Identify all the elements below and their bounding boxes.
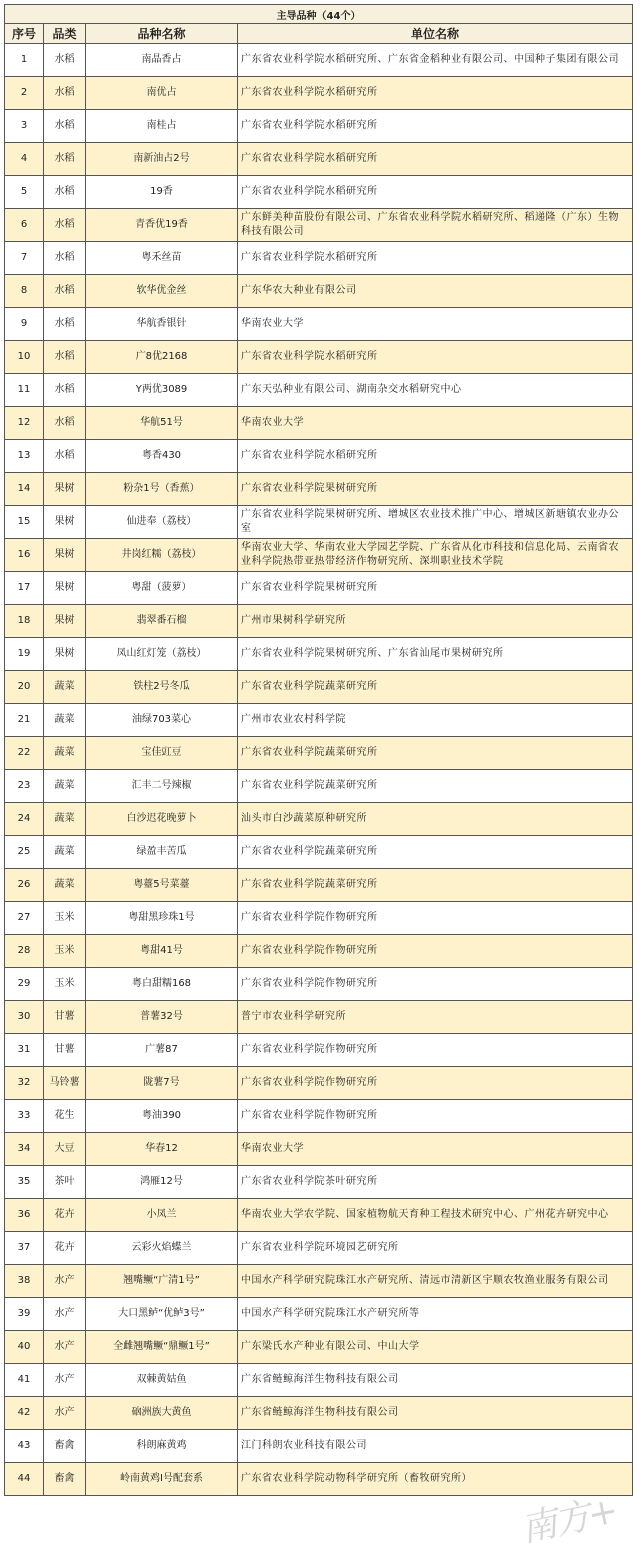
cell-variety: 南晶香占 (86, 44, 238, 77)
cell-category: 甘薯 (44, 1034, 86, 1067)
cell-index: 15 (5, 506, 44, 539)
table-row (5, 473, 633, 506)
cell-index: 31 (5, 1034, 44, 1067)
cell-category: 蔬菜 (44, 704, 86, 737)
cell-organization: 广东省鲢鲸海洋生物科技有限公司 (238, 1364, 633, 1397)
table-row (5, 770, 633, 803)
table-row (5, 968, 633, 1001)
cell-category: 水产 (44, 1331, 86, 1364)
cell-index: 18 (5, 605, 44, 638)
cell-category: 甘薯 (44, 1001, 86, 1034)
cell-index: 9 (5, 308, 44, 341)
cell-variety: 19香 (86, 176, 238, 209)
header-variety: 品种名称 (86, 24, 238, 44)
cell-organization: 江门科朗农业科技有限公司 (238, 1430, 633, 1463)
cell-index: 24 (5, 803, 44, 836)
cell-organization: 华南农业大学农学院、国家植物航天育种工程技术研究中心、广州花卉研究中心 (238, 1199, 633, 1232)
cell-index: 27 (5, 902, 44, 935)
cell-variety: 硇洲族大黄鱼 (86, 1397, 238, 1430)
table-row (5, 935, 633, 968)
table-body (5, 44, 633, 1496)
cell-index: 22 (5, 737, 44, 770)
cell-organization: 广东华农大种业有限公司 (238, 275, 633, 308)
cell-category: 花卉 (44, 1232, 86, 1265)
cell-organization: 广东天弘种业有限公司、湖南杂交水稻研究中心 (238, 374, 633, 407)
table-row (5, 869, 633, 902)
cell-category: 畜禽 (44, 1430, 86, 1463)
cell-organization: 广州市农业农村科学院 (238, 704, 633, 737)
cell-category: 花卉 (44, 1199, 86, 1232)
cell-variety: 粉杂1号（香蕉） (86, 473, 238, 506)
cell-variety: 翡翠番石榴 (86, 605, 238, 638)
cell-organization: 普宁市农业科学研究所 (238, 1001, 633, 1034)
table-row (5, 110, 633, 143)
cell-organization: 广东省农业科学院作物研究所 (238, 968, 633, 1001)
cell-variety: 广8优2168 (86, 341, 238, 374)
table-row (5, 1166, 633, 1199)
cell-organization: 广东省农业科学院作物研究所 (238, 1100, 633, 1133)
cell-organization: 广东省农业科学院水稻研究所 (238, 242, 633, 275)
table-row (5, 803, 633, 836)
cell-variety: 粤甜黑珍珠1号 (86, 902, 238, 935)
cell-variety: 双棘黄姑鱼 (86, 1364, 238, 1397)
cell-organization: 华南农业大学 (238, 1133, 633, 1166)
cell-category: 玉米 (44, 902, 86, 935)
cell-variety: 南新油占2号 (86, 143, 238, 176)
cell-variety: 普薯32号 (86, 1001, 238, 1034)
table-row (5, 572, 633, 605)
cell-index: 30 (5, 1001, 44, 1034)
cell-organization: 广东省农业科学院水稻研究所 (238, 110, 633, 143)
table-row (5, 44, 633, 77)
cell-category: 水产 (44, 1397, 86, 1430)
table-row (5, 1001, 633, 1034)
cell-index: 13 (5, 440, 44, 473)
cell-variety: 鸿雁12号 (86, 1166, 238, 1199)
cell-index: 21 (5, 704, 44, 737)
cell-variety: 南优占 (86, 77, 238, 110)
cell-variety: 汇丰二号辣椒 (86, 770, 238, 803)
cell-index: 3 (5, 110, 44, 143)
cell-variety: 华春12 (86, 1133, 238, 1166)
cell-index: 2 (5, 77, 44, 110)
cell-category: 蔬菜 (44, 869, 86, 902)
table-row (5, 506, 633, 539)
cell-category: 水稻 (44, 44, 86, 77)
cell-category: 玉米 (44, 968, 86, 1001)
cell-organization: 广东省农业科学院蔬菜研究所 (238, 671, 633, 704)
cell-category: 蔬菜 (44, 770, 86, 803)
cell-organization: 广东省农业科学院作物研究所 (238, 1034, 633, 1067)
cell-category: 马铃薯 (44, 1067, 86, 1100)
cell-organization: 广东省农业科学院水稻研究所 (238, 440, 633, 473)
cell-organization: 广东省农业科学院果树研究所、广东省汕尾市果树研究所 (238, 638, 633, 671)
table-row (5, 275, 633, 308)
cell-variety: 广薯87 (86, 1034, 238, 1067)
cell-category: 水产 (44, 1364, 86, 1397)
table-row (5, 836, 633, 869)
cell-variety: 油绿703菜心 (86, 704, 238, 737)
cell-index: 33 (5, 1100, 44, 1133)
table-row (5, 704, 633, 737)
table-row (5, 1397, 633, 1430)
cell-index: 10 (5, 341, 44, 374)
cell-index: 5 (5, 176, 44, 209)
cell-variety: 青香优19香 (86, 209, 238, 242)
cell-organization: 广东省农业科学院水稻研究所 (238, 77, 633, 110)
cell-variety: Y两优3089 (86, 374, 238, 407)
cell-variety: 全雌翘嘴鳜“鼎鳜1号” (86, 1331, 238, 1364)
cell-index: 43 (5, 1430, 44, 1463)
cell-index: 38 (5, 1265, 44, 1298)
table-row (5, 605, 633, 638)
cell-category: 水稻 (44, 143, 86, 176)
cell-variety: 小凤兰 (86, 1199, 238, 1232)
cell-index: 8 (5, 275, 44, 308)
cell-organization: 华南农业大学 (238, 407, 633, 440)
cell-variety: 绿盈丰苦瓜 (86, 836, 238, 869)
cell-organization: 广东省农业科学院果树研究所、增城区农业技术推广中心、增城区新塘镇农业办公室 (238, 506, 633, 539)
table-row (5, 1067, 633, 1100)
cell-organization: 广东省农业科学院蔬菜研究所 (238, 836, 633, 869)
cell-category: 果树 (44, 473, 86, 506)
table-row (5, 341, 633, 374)
cell-category: 水稻 (44, 308, 86, 341)
cell-category: 果树 (44, 506, 86, 539)
cell-index: 11 (5, 374, 44, 407)
cell-organization: 广东省农业科学院水稻研究所、广东省金稻种业有限公司、中国种子集团有限公司 (238, 44, 633, 77)
cell-variety: 科朗麻黄鸡 (86, 1430, 238, 1463)
cell-index: 36 (5, 1199, 44, 1232)
cell-index: 12 (5, 407, 44, 440)
table-row (5, 176, 633, 209)
cell-variety: 南桂占 (86, 110, 238, 143)
table-row (5, 209, 633, 242)
table-row (5, 737, 633, 770)
cell-variety: 粤禾丝苗 (86, 242, 238, 275)
cell-variety: 粤薹5号菜薹 (86, 869, 238, 902)
cell-variety: 粤香430 (86, 440, 238, 473)
table-row (5, 407, 633, 440)
cell-category: 水稻 (44, 209, 86, 242)
cell-organization: 广东省鲢鲸海洋生物科技有限公司 (238, 1397, 633, 1430)
cell-index: 35 (5, 1166, 44, 1199)
cell-index: 37 (5, 1232, 44, 1265)
header-organization: 单位名称 (238, 24, 633, 44)
watermark-logo: 南方+ (517, 1490, 621, 1551)
cell-organization: 广东省农业科学院作物研究所 (238, 902, 633, 935)
cell-category: 水稻 (44, 77, 86, 110)
table-row (5, 1232, 633, 1265)
cell-organization: 广东省农业科学院水稻研究所 (238, 143, 633, 176)
cell-variety: 华航香银针 (86, 308, 238, 341)
cell-index: 34 (5, 1133, 44, 1166)
cell-variety: 华航51号 (86, 407, 238, 440)
cell-index: 16 (5, 539, 44, 572)
table-row (5, 1034, 633, 1067)
cell-index: 23 (5, 770, 44, 803)
cell-variety: 陇薯7号 (86, 1067, 238, 1100)
table-row (5, 671, 633, 704)
table-row (5, 1463, 633, 1496)
table-row (5, 539, 633, 572)
cell-organization: 广东省农业科学院作物研究所 (238, 935, 633, 968)
cell-category: 果树 (44, 539, 86, 572)
cell-category: 蔬菜 (44, 836, 86, 869)
cell-organization: 广东省农业科学院果树研究所 (238, 572, 633, 605)
cell-variety: 白沙迟花晚萝卜 (86, 803, 238, 836)
table-row (5, 242, 633, 275)
cell-organization: 汕头市白沙蔬菜原种研究所 (238, 803, 633, 836)
cell-organization: 广州市果树科学研究所 (238, 605, 633, 638)
cell-category: 果树 (44, 638, 86, 671)
table-row (5, 1364, 633, 1397)
cell-category: 蔬菜 (44, 671, 86, 704)
cell-index: 44 (5, 1463, 44, 1496)
cell-category: 蔬菜 (44, 803, 86, 836)
cell-organization: 华南农业大学 (238, 308, 633, 341)
cell-organization: 华南农业大学、华南农业大学园艺学院、广东省从化市科技和信息化局、云南省农业科学院热带亚热带经济作物研究所、深圳职业技术学院 (238, 539, 633, 572)
cell-organization: 中国水产科学研究院珠江水产研究所、清远市清新区宇顺农牧渔业服务有限公司 (238, 1265, 633, 1298)
cell-variety: 仙进奉（荔枝） (86, 506, 238, 539)
cell-organization: 广东省农业科学院蔬菜研究所 (238, 770, 633, 803)
cell-category: 果树 (44, 605, 86, 638)
cell-category: 水稻 (44, 440, 86, 473)
cell-category: 果树 (44, 572, 86, 605)
table-row (5, 1199, 633, 1232)
cell-index: 14 (5, 473, 44, 506)
cell-category: 蔬菜 (44, 737, 86, 770)
cell-organization: 广东省农业科学院蔬菜研究所 (238, 737, 633, 770)
table-row (5, 1331, 633, 1364)
cell-organization: 广东省农业科学院动物科学研究所（畜牧研究所） (238, 1463, 633, 1496)
cell-organization: 广东省农业科学院作物研究所 (238, 1067, 633, 1100)
cell-variety: 云彩火焰蝶兰 (86, 1232, 238, 1265)
table-row (5, 1100, 633, 1133)
cell-variety: 软华优金丝 (86, 275, 238, 308)
cell-category: 茶叶 (44, 1166, 86, 1199)
cell-variety: 粤白甜糯168 (86, 968, 238, 1001)
table-row (5, 440, 633, 473)
table-row (5, 902, 633, 935)
header-index: 序号 (5, 24, 44, 44)
cell-index: 7 (5, 242, 44, 275)
table-row (5, 77, 633, 110)
cell-organization: 中国水产科学研究院珠江水产研究所等 (238, 1298, 633, 1331)
cell-index: 41 (5, 1364, 44, 1397)
header-category: 品类 (44, 24, 86, 44)
table-row (5, 638, 633, 671)
cell-category: 水稻 (44, 176, 86, 209)
cell-category: 水稻 (44, 374, 86, 407)
cell-index: 17 (5, 572, 44, 605)
table-row (5, 1298, 633, 1331)
cell-category: 大豆 (44, 1133, 86, 1166)
cell-category: 水产 (44, 1265, 86, 1298)
table-row (5, 143, 633, 176)
cell-index: 40 (5, 1331, 44, 1364)
cell-index: 1 (5, 44, 44, 77)
cell-variety: 铁柱2号冬瓜 (86, 671, 238, 704)
cell-organization: 广东省农业科学院茶叶研究所 (238, 1166, 633, 1199)
cell-variety: 粤甜41号 (86, 935, 238, 968)
cell-organization: 广东鲜美种苗股份有限公司、广东省农业科学院水稻研究所、稻递隆（广东）生物科技有限公司 (238, 209, 633, 242)
cell-category: 花生 (44, 1100, 86, 1133)
cell-organization: 广东省农业科学院果树研究所 (238, 473, 633, 506)
cell-organization: 广东省农业科学院水稻研究所 (238, 341, 633, 374)
cell-category: 玉米 (44, 935, 86, 968)
varieties-table (4, 4, 633, 1496)
cell-organization: 广东省农业科学院环境园艺研究所 (238, 1232, 633, 1265)
cell-variety: 井岗红糯（荔枝） (86, 539, 238, 572)
cell-index: 29 (5, 968, 44, 1001)
cell-category: 水产 (44, 1298, 86, 1331)
cell-category: 水稻 (44, 110, 86, 143)
cell-index: 39 (5, 1298, 44, 1331)
table-row (5, 374, 633, 407)
cell-variety: 岭南黄鸡Ⅰ号配套系 (86, 1463, 238, 1496)
cell-index: 20 (5, 671, 44, 704)
cell-index: 19 (5, 638, 44, 671)
cell-organization: 广东省农业科学院蔬菜研究所 (238, 869, 633, 902)
cell-category: 水稻 (44, 407, 86, 440)
table-header-row (5, 24, 633, 44)
cell-variety: 宝佳豇豆 (86, 737, 238, 770)
cell-variety: 翘嘴鳜“广清1号” (86, 1265, 238, 1298)
cell-variety: 大口黑鲈“优鲈3号” (86, 1298, 238, 1331)
table-row (5, 1430, 633, 1463)
cell-index: 4 (5, 143, 44, 176)
cell-category: 水稻 (44, 275, 86, 308)
cell-variety: 粤油390 (86, 1100, 238, 1133)
table-row (5, 1265, 633, 1298)
cell-category: 水稻 (44, 242, 86, 275)
cell-variety: 凤山红灯笼（荔枝） (86, 638, 238, 671)
cell-organization: 广东梁氏水产种业有限公司、中山大学 (238, 1331, 633, 1364)
cell-category: 畜禽 (44, 1463, 86, 1496)
cell-index: 42 (5, 1397, 44, 1430)
cell-index: 32 (5, 1067, 44, 1100)
table-row (5, 1133, 633, 1166)
cell-index: 25 (5, 836, 44, 869)
cell-index: 28 (5, 935, 44, 968)
cell-organization: 广东省农业科学院水稻研究所 (238, 176, 633, 209)
table-title: 主导品种（44个） (5, 5, 633, 24)
cell-variety: 粤甜（菠萝） (86, 572, 238, 605)
table-row (5, 308, 633, 341)
cell-index: 6 (5, 209, 44, 242)
cell-index: 26 (5, 869, 44, 902)
cell-category: 水稻 (44, 341, 86, 374)
